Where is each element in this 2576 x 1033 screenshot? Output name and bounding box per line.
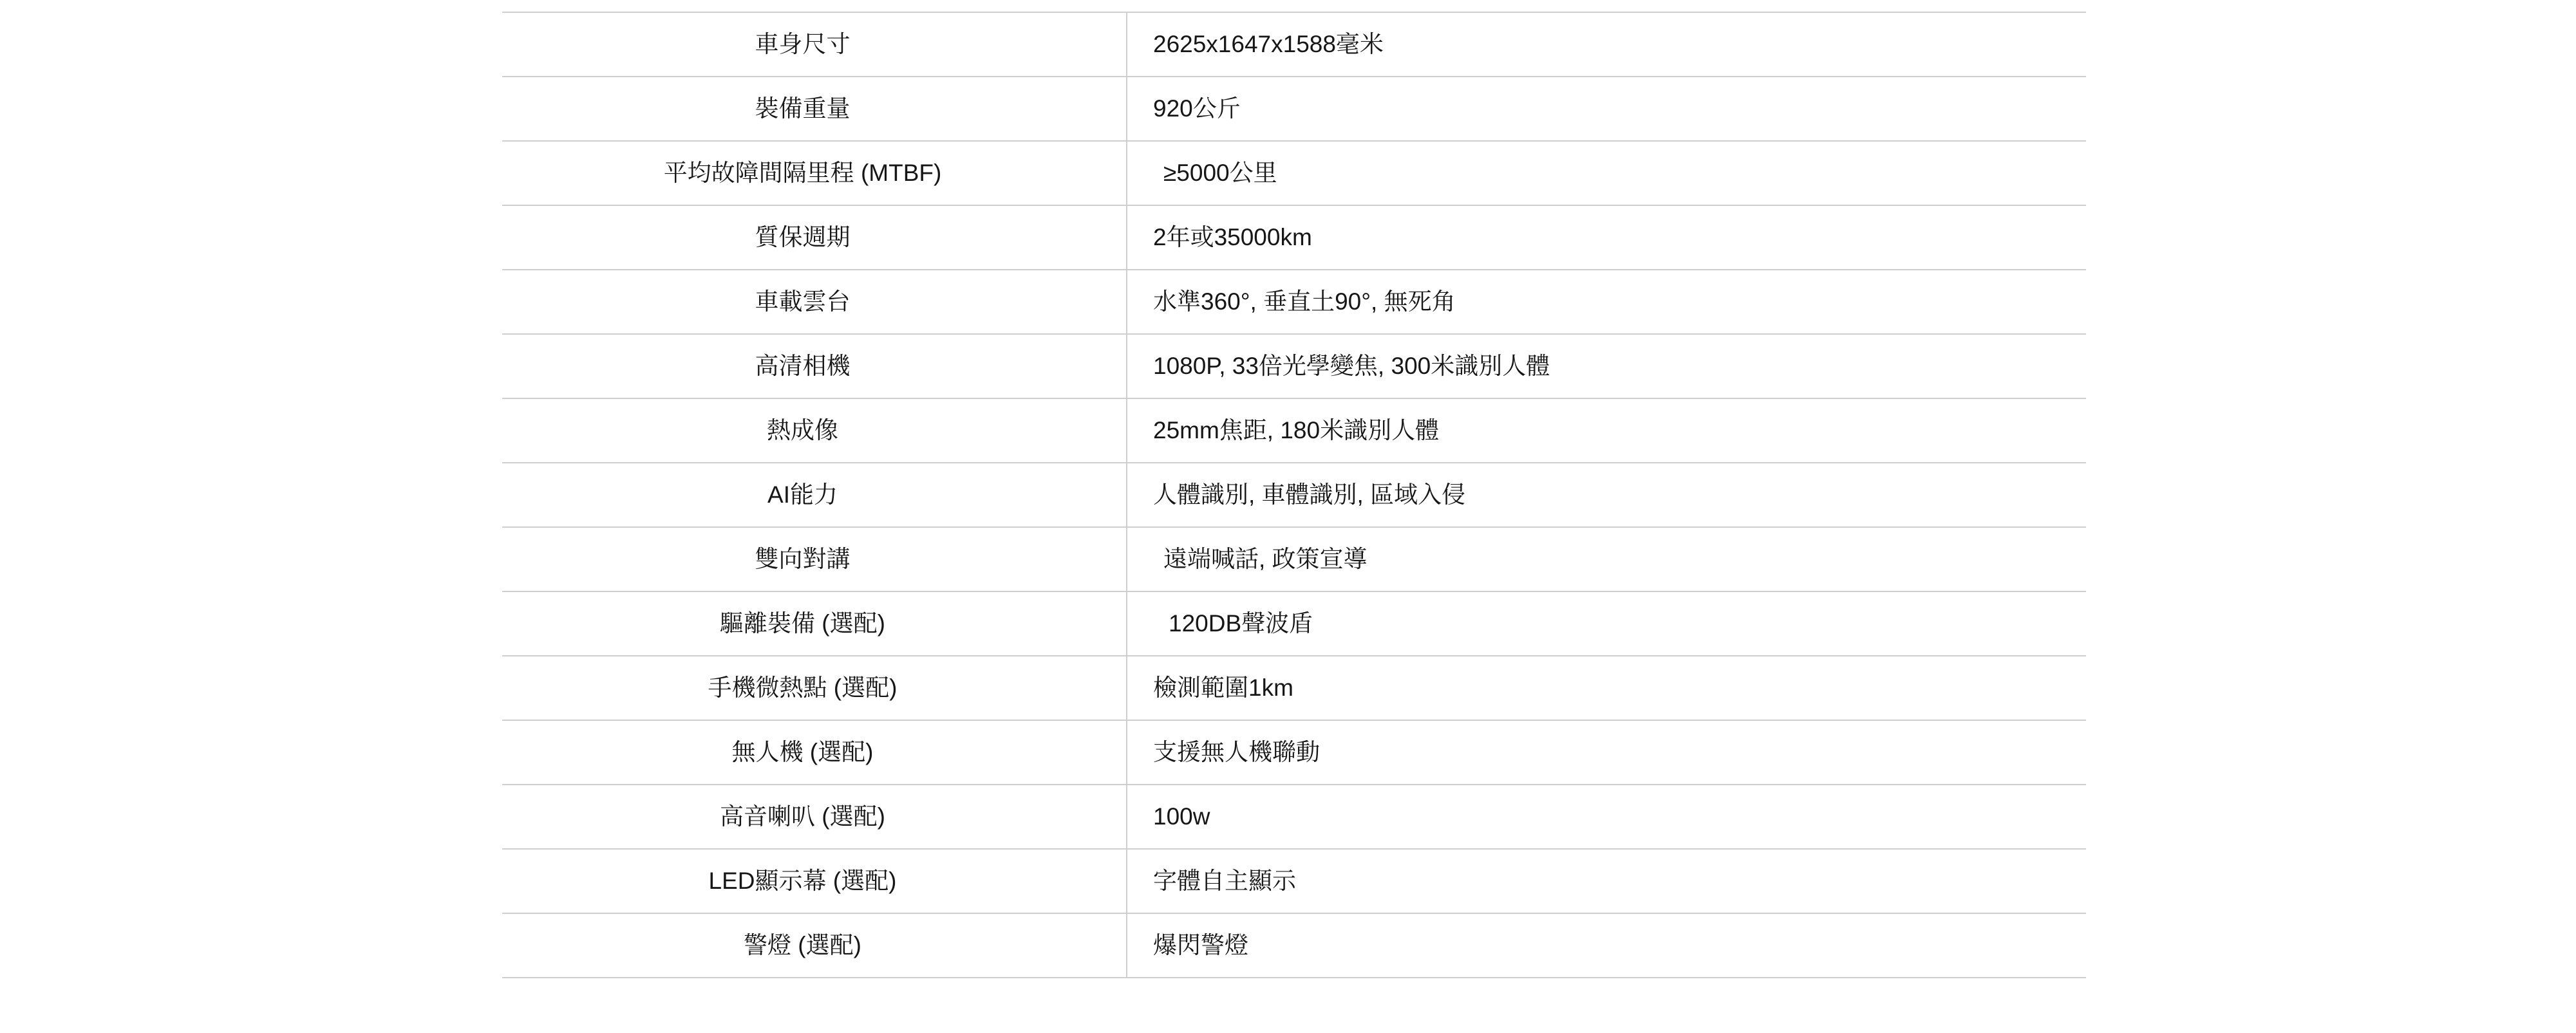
spec-label-cell: 警燈 (選配) <box>502 913 1127 978</box>
spec-label-cell: 平均故障間隔里程 (MTBF) <box>502 141 1127 205</box>
spec-label-cell: 無人機 (選配) <box>502 720 1127 785</box>
table-row <box>502 270 2086 334</box>
spec-label-cell: 高清相機 <box>502 334 1127 398</box>
spec-value-cell: 2年或35000km <box>1127 205 2086 270</box>
table-row <box>502 656 2086 720</box>
spec-value-cell: 爆閃警燈 <box>1127 913 2086 978</box>
spec-label-cell: 裝備重量 <box>502 77 1127 141</box>
spec-value-cell: 水準360°, 垂直土90°, 無死角 <box>1127 270 2086 334</box>
table-row <box>502 527 2086 591</box>
spec-table-body <box>502 12 2086 978</box>
spec-value-cell: 人體識別, 車體識別, 區域入侵 <box>1127 463 2086 527</box>
spec-label-cell: 熱成像 <box>502 398 1127 463</box>
specification-table <box>502 12 2086 978</box>
table-row <box>502 913 2086 978</box>
table-row <box>502 12 2086 77</box>
spec-label-cell: 質保週期 <box>502 205 1127 270</box>
spec-label-cell: LED顯示幕 (選配) <box>502 849 1127 913</box>
table-row <box>502 398 2086 463</box>
spec-label-cell: 雙向對講 <box>502 527 1127 591</box>
spec-value-cell: 25mm焦距, 180米識別人體 <box>1127 398 2086 463</box>
spec-value-cell: 支援無人機聯動 <box>1127 720 2086 785</box>
spec-label-cell: 高音喇叭 (選配) <box>502 785 1127 849</box>
spec-value-cell: ≥5000公里 <box>1127 141 2086 205</box>
table-row <box>502 720 2086 785</box>
table-row <box>502 141 2086 205</box>
spec-label-cell: 車身尺寸 <box>502 12 1127 77</box>
spec-label-cell: 驅離裝備 (選配) <box>502 591 1127 656</box>
table-row <box>502 785 2086 849</box>
spec-label-cell: 手機微熱點 (選配) <box>502 656 1127 720</box>
spec-value-cell: 檢測範圍1km <box>1127 656 2086 720</box>
spec-value-cell: 2625x1647x1588毫米 <box>1127 12 2086 77</box>
table-row <box>502 334 2086 398</box>
table-row <box>502 591 2086 656</box>
spec-value-cell: 字體自主顯示 <box>1127 849 2086 913</box>
spec-value-cell: 120DB聲波盾 <box>1127 591 2086 656</box>
spec-table-container <box>502 12 2086 978</box>
spec-value-cell: 920公斤 <box>1127 77 2086 141</box>
spec-value-cell: 100w <box>1127 785 2086 849</box>
spec-value-cell: 遠端喊話, 政策宣導 <box>1127 527 2086 591</box>
table-row <box>502 77 2086 141</box>
table-row <box>502 205 2086 270</box>
spec-label-cell: 車載雲台 <box>502 270 1127 334</box>
table-row <box>502 463 2086 527</box>
table-row <box>502 849 2086 913</box>
spec-label-cell: AI能力 <box>502 463 1127 527</box>
spec-value-cell: 1080P, 33倍光學變焦, 300米識別人體 <box>1127 334 2086 398</box>
